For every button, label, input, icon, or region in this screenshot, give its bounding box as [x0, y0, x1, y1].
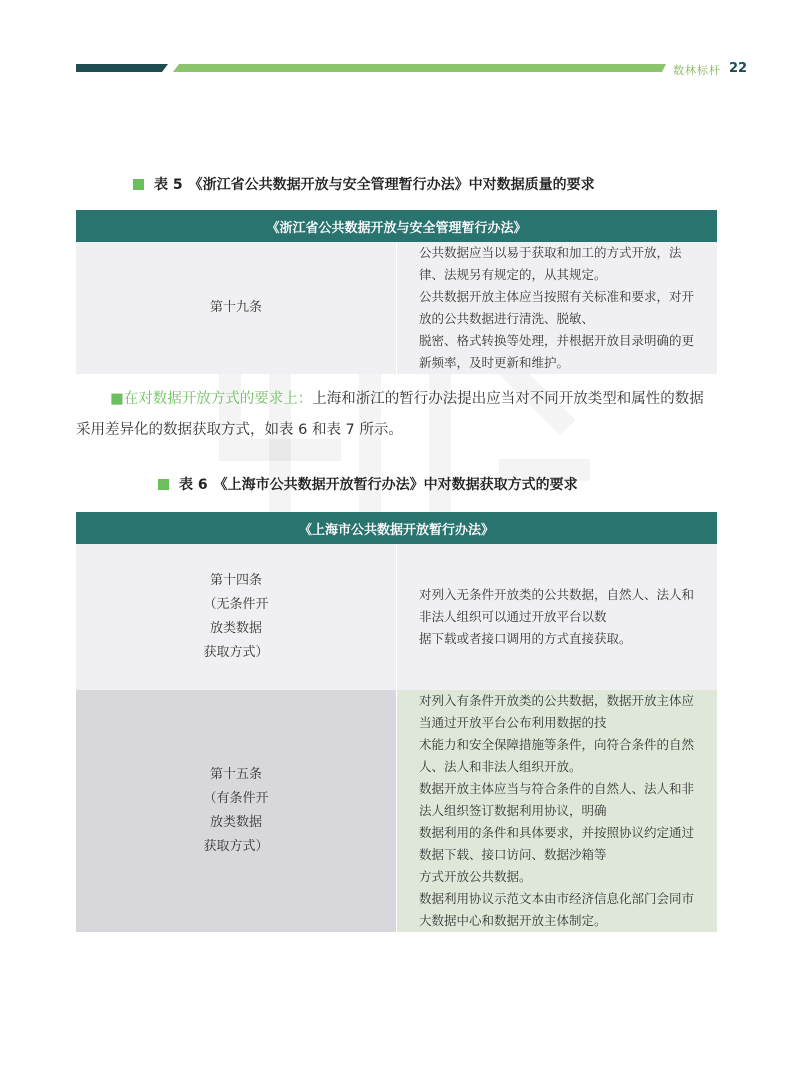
table5-row-label: 第十九条 [76, 242, 397, 374]
header-bars [76, 64, 666, 72]
content-line: 术能力和安全保障措施等条件，向符合条件的自然人、法人和非法人组织开放。 [419, 737, 695, 774]
section-label: 数林标杆 [673, 64, 721, 77]
table6-row1-content [397, 544, 718, 690]
content-line: 数据利用的条件和具体要求，并按照协议约定通过数据下载、接口访问、数据沙箱等 [419, 825, 695, 862]
table6-header: 《上海市公共数据开放暂行办法》 [76, 512, 717, 544]
header-bar-dark [76, 64, 168, 72]
label-line: （无条件开 [203, 597, 269, 612]
label-line: 放类数据 [209, 621, 262, 636]
paragraph-lead: ■在对数据开放方式的要求上： [110, 391, 313, 407]
content-line: 脱密、格式转换等处理，并根据开放目录明确的更新频率，及时更新和维护。 [419, 333, 695, 370]
page-number: 22 [729, 61, 748, 76]
table6-caption-prefix: 表 6 [179, 477, 208, 493]
header-bar-green [173, 64, 666, 72]
content-line: 数据利用协议示范文本由市经济信息化部门会同市大数据中心和数据开放主体制定。 [419, 891, 695, 928]
table6-row2-label [76, 690, 397, 932]
content-line: 公共数据应当以易于获取和加工的方式开放，法律、法规另有规定的，从其规定。 [419, 245, 682, 282]
label-line: 放类数据 [209, 815, 262, 830]
table6-caption [158, 474, 578, 494]
table5 [76, 210, 717, 374]
label-line: （有条件开 [203, 791, 269, 806]
table-row [76, 690, 717, 932]
table5-caption [133, 174, 595, 194]
paragraph-body: 上海和浙江的暂行办法提出应当对不同开放类型和属性的数据采用差异化的数据获取方式，如表 6 和表 7 所示。 [76, 391, 704, 438]
label-line: 第十四条 [209, 573, 262, 588]
table5-caption-prefix: 表 5 [154, 177, 183, 193]
table6-caption-title: 《上海市公共数据开放暂行办法》中对数据获取方式的要求 [213, 477, 578, 493]
label-line: 第十五条 [209, 767, 262, 782]
content-line: 方式开放公共数据。 [419, 869, 532, 884]
table-row [76, 544, 717, 690]
caption-bullet-icon [158, 479, 169, 490]
label-line: 获取方式） [203, 645, 269, 660]
table5-caption-title: 《浙江省公共数据开放与安全管理暂行办法》中对数据质量的要求 [188, 177, 595, 193]
table6-row1-label [76, 544, 397, 690]
body-paragraph [76, 384, 717, 446]
table6-row2-content [397, 690, 718, 932]
caption-bullet-icon [133, 179, 144, 190]
content-line: 数据开放主体应当与符合条件的自然人、法人和非法人组织签订数据利用协议，明确 [419, 781, 695, 818]
content-line: 对列入有条件开放类的公共数据，数据开放主体应当通过开放平台公布利用数据的技 [419, 693, 695, 730]
content-line: 对列入无条件开放类的公共数据，自然人、法人和非法人组织可以通过开放平台以数 [419, 587, 695, 624]
table5-row-content [397, 242, 718, 374]
label-line: 获取方式） [203, 839, 269, 854]
table5-header: 《浙江省公共数据开放与安全管理暂行办法》 [76, 210, 717, 242]
content-line: 公共数据开放主体应当按照有关标准和要求，对开放的公共数据进行清洗、脱敏、 [419, 289, 695, 326]
table-row [76, 242, 717, 374]
table6 [76, 512, 717, 932]
content-line: 据下载或者接口调用的方式直接获取。 [419, 631, 632, 646]
